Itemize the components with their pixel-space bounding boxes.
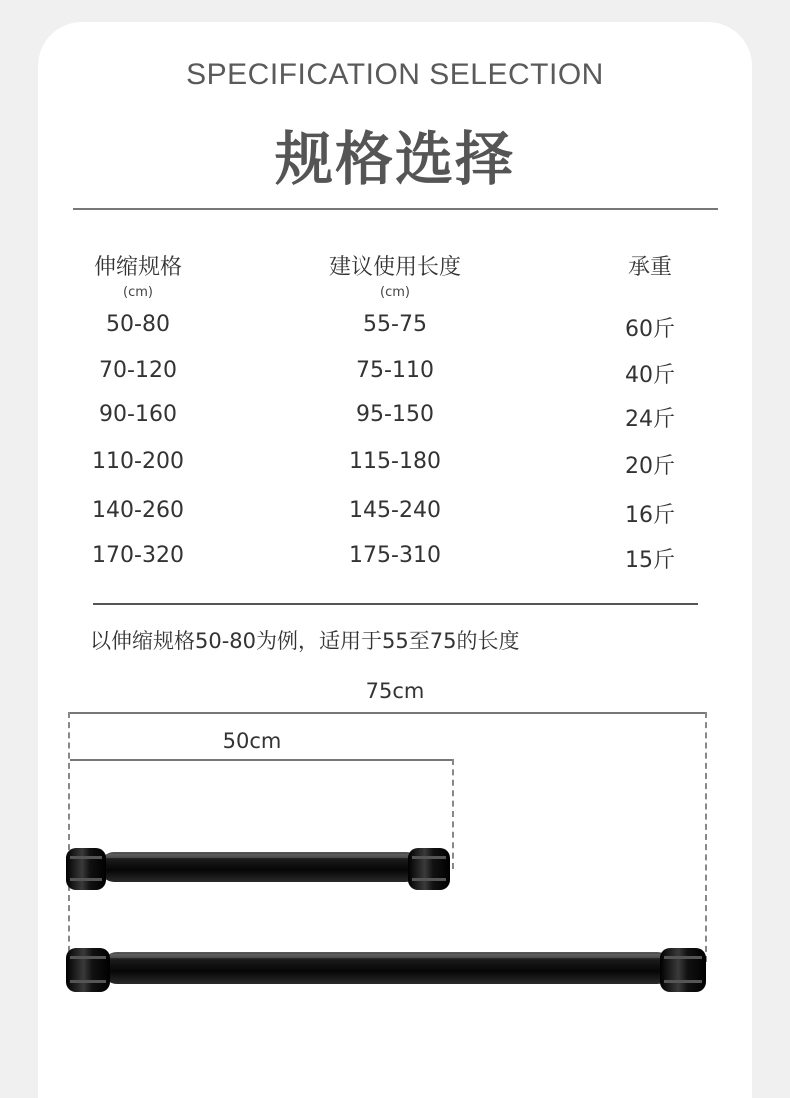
column-header-spec: 伸缩规格	[93, 255, 182, 280]
column-unit-usage-length: (cm)	[380, 285, 410, 300]
page-title: 规格选择	[274, 125, 515, 193]
dimension-guide-long-left	[68, 712, 70, 962]
table-cell: 55-75	[363, 312, 427, 337]
length-label-short: 50cm	[222, 729, 282, 753]
table-cell: 15斤	[625, 548, 675, 573]
table-cell: 175-310	[349, 543, 441, 568]
column-header-usage-length: 建议使用长度	[328, 255, 461, 280]
section-eyebrow: SPECIFICATION SELECTION	[186, 58, 604, 91]
table-cell: 170-320	[92, 543, 184, 568]
table-cell: 70-120	[99, 358, 177, 383]
table-cell: 110-200	[92, 449, 184, 474]
tension-rod-long	[62, 942, 712, 996]
length-label-long: 75cm	[365, 679, 425, 703]
table-cell: 24斤	[625, 407, 675, 432]
table-cell: 115-180	[349, 449, 441, 474]
table-cell: 95-150	[356, 402, 434, 427]
dimension-line-long	[68, 712, 706, 714]
table-cell: 20斤	[625, 454, 675, 479]
table-cell: 140-260	[92, 498, 184, 523]
column-header-load: 承重	[627, 255, 672, 280]
tension-rod-short	[62, 842, 458, 894]
table-cell: 50-80	[106, 312, 170, 337]
table-cell: 40斤	[625, 363, 675, 388]
dimension-guide-long-right	[705, 712, 707, 962]
divider-middle	[93, 603, 698, 605]
table-cell: 90-160	[99, 402, 177, 427]
table-cell: 145-240	[349, 498, 441, 523]
divider-top	[73, 208, 718, 210]
dimension-line-short	[70, 759, 453, 761]
table-cell: 75-110	[356, 358, 434, 383]
column-unit-spec: (cm)	[123, 285, 153, 300]
table-cell: 60斤	[625, 317, 675, 342]
table-cell: 16斤	[625, 503, 675, 528]
example-note: 以伸缩规格50-80为例，适用于55至75的长度	[90, 629, 520, 653]
